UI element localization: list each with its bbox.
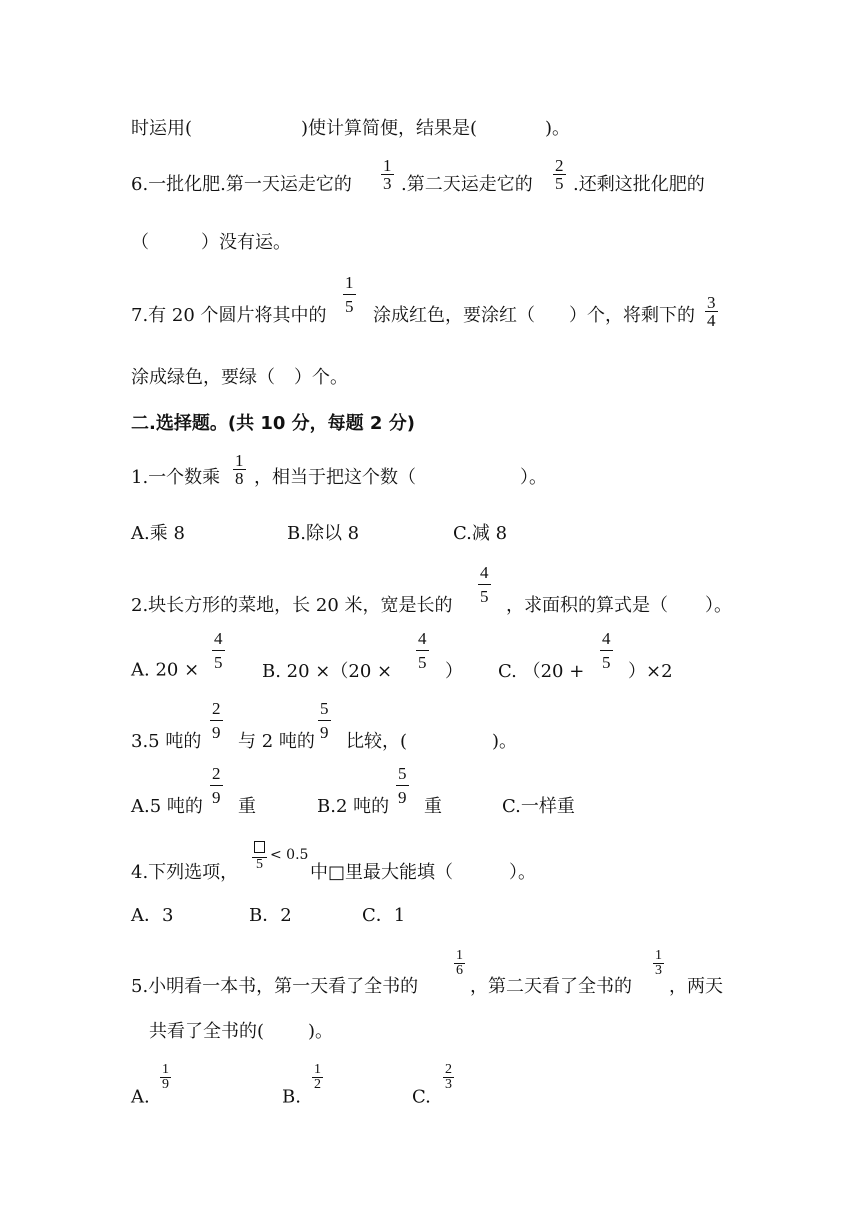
fraction: $\frac{2}{9}$: [212, 699, 221, 742]
option-a: A.: [131, 1086, 150, 1108]
question-text: ，两天: [669, 976, 723, 997]
fraction: $\frac{4}{5}$: [602, 629, 611, 672]
fraction: $\frac{5}{9}$: [320, 699, 329, 742]
fraction: $\frac{1}{8}$: [235, 451, 244, 488]
question-text: 7.有 20 个圆片将其中的: [131, 305, 327, 326]
option-a-tail: 重: [238, 796, 256, 817]
question-text: ）个，将剩下的: [569, 305, 695, 326]
fraction: $\frac{1}{3}$: [655, 948, 662, 978]
question-text: 6.一批化肥.第一天运走它的: [131, 174, 352, 195]
question-text: ，求面积的算式是（: [506, 595, 668, 616]
fraction: $\frac{4}{5}$: [418, 629, 427, 672]
blank-box: [254, 841, 265, 853]
question-text: 比较，(: [346, 731, 408, 752]
option-c: C.一样重: [502, 796, 575, 817]
question-text: .还剩这批化肥的: [573, 174, 705, 195]
option-a: A.乘 8: [131, 523, 185, 544]
text: 时运用(: [131, 118, 193, 139]
option-a: A．3: [131, 905, 174, 926]
text: 涂成绿色，要绿（: [131, 367, 275, 388]
text: ）个。: [294, 367, 348, 388]
option-a: A.5 吨的: [131, 796, 203, 817]
question-text: ）。: [520, 467, 547, 488]
option-c: C.减 8: [453, 523, 508, 544]
question-text: )。: [492, 731, 518, 752]
fraction: $\frac{1}{5}$: [345, 273, 354, 316]
text: ）没有运。: [201, 232, 291, 253]
question-text: 涂成红色，要涂红（: [373, 305, 535, 326]
question-text: )。: [308, 1021, 334, 1042]
option-c: C．1: [362, 905, 406, 926]
question-text: 5.小明看一本书，第一天看了全书的: [131, 976, 419, 997]
question-text: 1.一个数乘: [131, 467, 221, 488]
fraction: $\frac{4}{5}$: [480, 563, 489, 606]
fraction: $\frac{2}{9}$: [212, 764, 221, 807]
text: )。: [545, 118, 571, 139]
question-text: ，相当于把这个数（: [254, 467, 416, 488]
option-a: A. 20 ×: [131, 659, 200, 681]
question-text: 4.下列选项，: [131, 862, 239, 883]
fraction: $\frac{3}{4}$: [707, 293, 716, 330]
fraction: $\frac{1}{3}$: [383, 156, 392, 193]
question-text: 2.块长方形的菜地，长 20 米，宽是长的: [131, 595, 453, 616]
option-c: C.: [412, 1086, 431, 1108]
question-text: ）。: [705, 595, 732, 616]
question-text: 与 2 吨的: [238, 731, 315, 752]
question-text: 中□里最大能填（: [310, 862, 454, 883]
text: （: [131, 232, 149, 253]
question-text: ，第二天看了全书的: [470, 976, 632, 997]
question-text: ）。: [509, 862, 536, 883]
option-b: B.2 吨的: [317, 796, 390, 817]
fraction: $\frac{2}{3}$: [445, 1062, 452, 1092]
option-b-close: ）: [445, 661, 463, 682]
option-c-end: ）×2: [628, 661, 673, 682]
option-b: B. 20 ×（20 ×: [262, 661, 393, 682]
fraction: $\frac{4}{5}$: [214, 629, 223, 672]
fraction: $\frac{2}{5}$: [555, 156, 564, 193]
fraction: $\frac{1}{2}$: [314, 1062, 321, 1092]
option-b: B.: [282, 1086, 301, 1108]
question-text: 3.5 吨的: [131, 731, 202, 752]
fraction: $\frac{1}{6}$: [456, 948, 463, 978]
fraction: 5: [252, 841, 267, 872]
option-b-tail: 重: [424, 796, 442, 817]
text: )使计算简便，结果是(: [301, 118, 478, 139]
option-b: B．2: [249, 905, 292, 926]
inequality: < 0.5: [270, 847, 309, 863]
option-c: C. （20 +: [498, 661, 585, 682]
fraction: $\frac{5}{9}$: [398, 764, 407, 807]
fraction: $\frac{1}{9}$: [162, 1062, 169, 1092]
section-title: 二.选择题。(共 10 分，每题 2 分): [131, 413, 415, 434]
question-text: 共看了全书的(: [149, 1021, 265, 1042]
question-text: .第二天运走它的: [401, 174, 533, 195]
option-b: B.除以 8: [287, 523, 360, 544]
